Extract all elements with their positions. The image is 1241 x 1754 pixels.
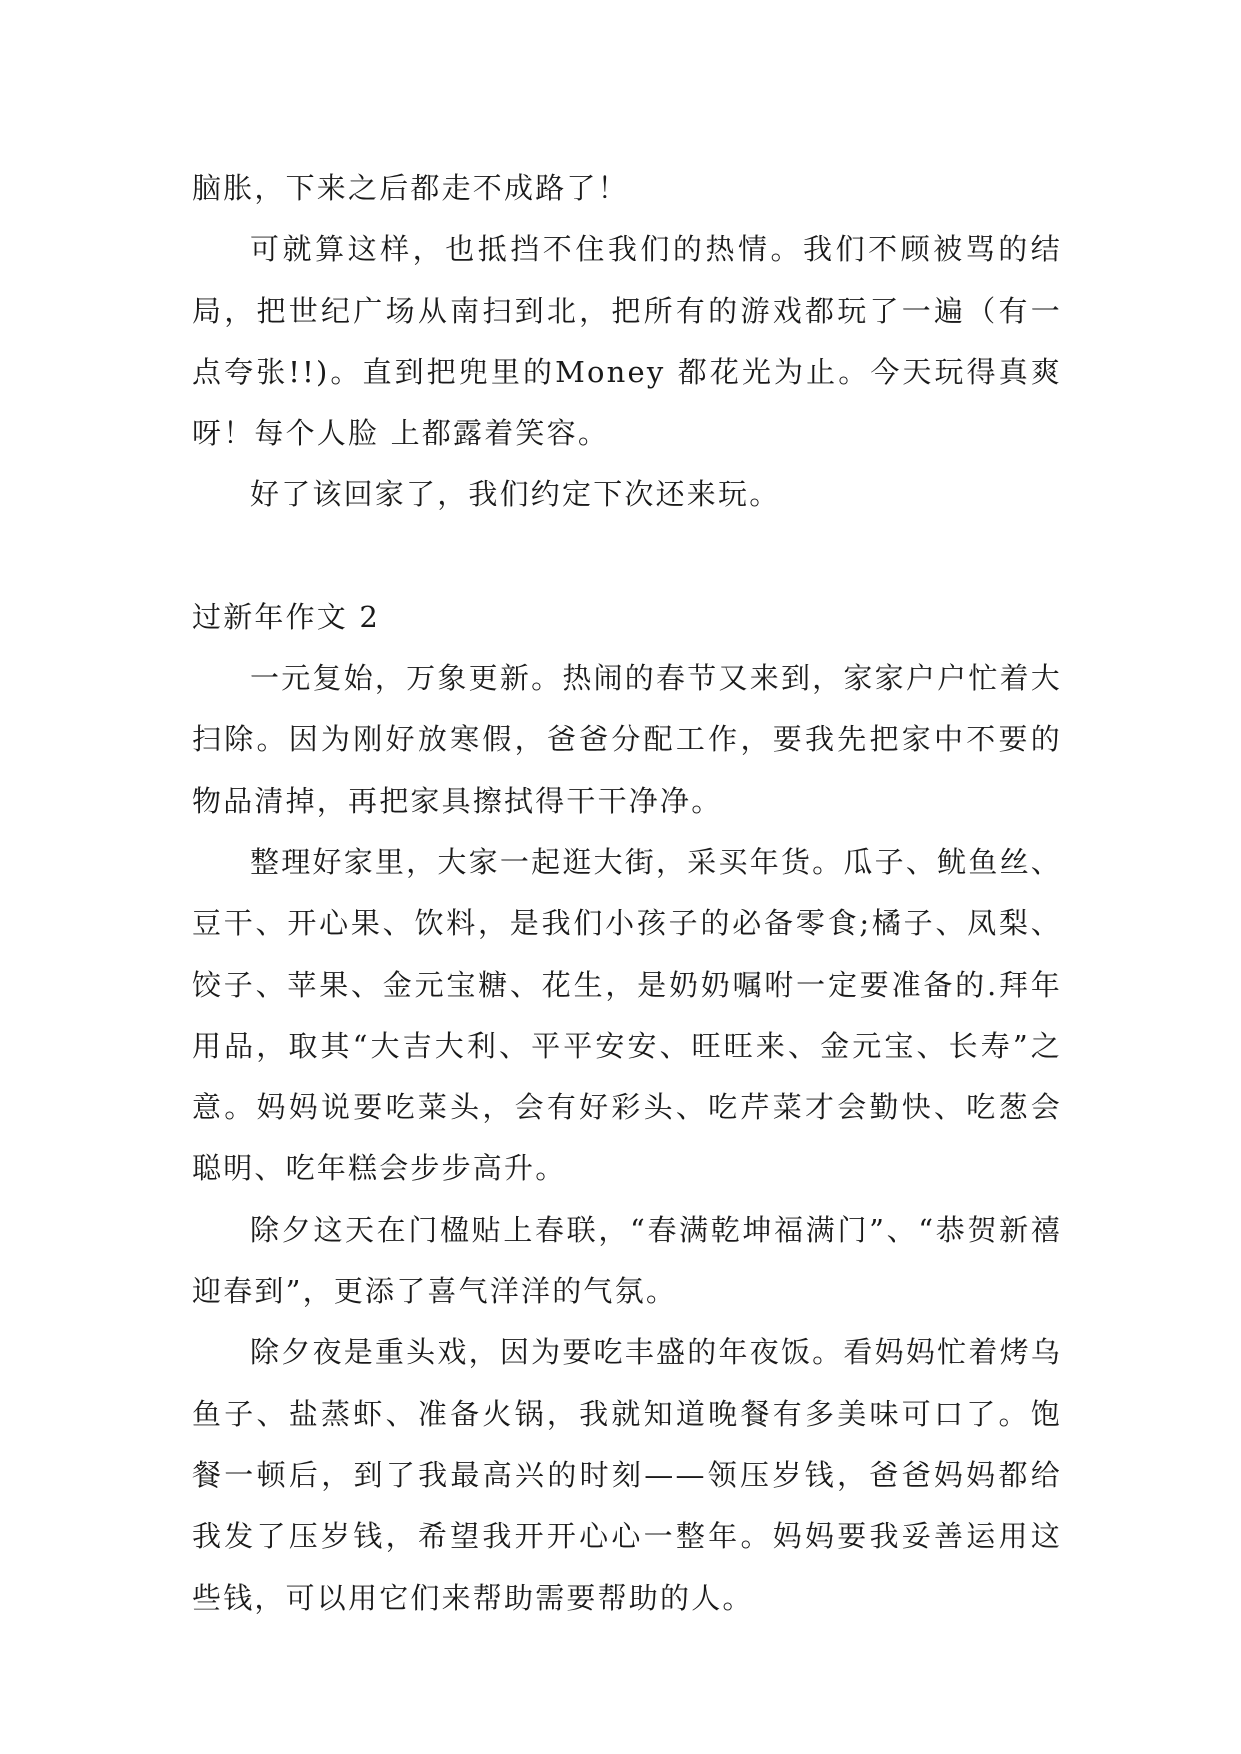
paragraph: 整理好家里，大家一起逛大街，采买年货。瓜子、鱿鱼丝、豆干、开心果、饮料，是我们小孩子的必备零食;橘子、凤梨、饺子、苹果、金元宝糖、花生，是奶奶嘱咐一定要准备的.拜年用品，取其“大吉大利、平平安安、旺旺来、金元宝、长寿”之意。妈妈说要吃菜头，会有好彩头、吃芹菜才会勤快、吃葱会聪明、吃年糕会步步高升。	[192, 844, 1062, 1186]
paragraph: 除夕这天在门楹贴上春联，“春满乾坤福满门”、“恭贺新禧迎春到”，更添了喜气洋洋的气氛。	[192, 1212, 1062, 1309]
paragraph: 除夕夜是重头戏，因为要吃丰盛的年夜饭。看妈妈忙着烤乌鱼子、盐蒸虾、准备火锅，我就知道晚餐有多美味可口了。饱餐一顿后，到了我最高兴的时刻——领压岁钱，爸爸妈妈都给我发了压岁钱，希望我开开心心一整年。妈妈要我妥善运用这些钱，可以用它们来帮助需要帮助的人。	[192, 1335, 1062, 1615]
paragraph: 可就算这样，也抵挡不住我们的热情。我们不顾被骂的结局，把世纪广场从南扫到北，把所有的游戏都玩了一遍（有一点夸张!!)。直到把兜里的Money 都花光为止。今天玩得真爽呀！每个人脸 上都露着笑容。	[192, 232, 1062, 451]
section-title: 过新年作文 2	[192, 599, 381, 634]
paragraph: 一元复始，万象更新。热闹的春节又来到，家家户户忙着大扫除。因为刚好放寒假，爸爸分配工作，要我先把家中不要的物品清掉，再把家具擦拭得干干净净。	[192, 661, 1062, 818]
document-body	[192, 158, 1062, 1629]
section-gap	[192, 526, 1062, 587]
paragraph: 好了该回家了，我们约定下次还来玩。	[250, 477, 781, 512]
paragraph-continuation: 脑胀，下来之后都走不成路了！	[192, 171, 629, 205]
